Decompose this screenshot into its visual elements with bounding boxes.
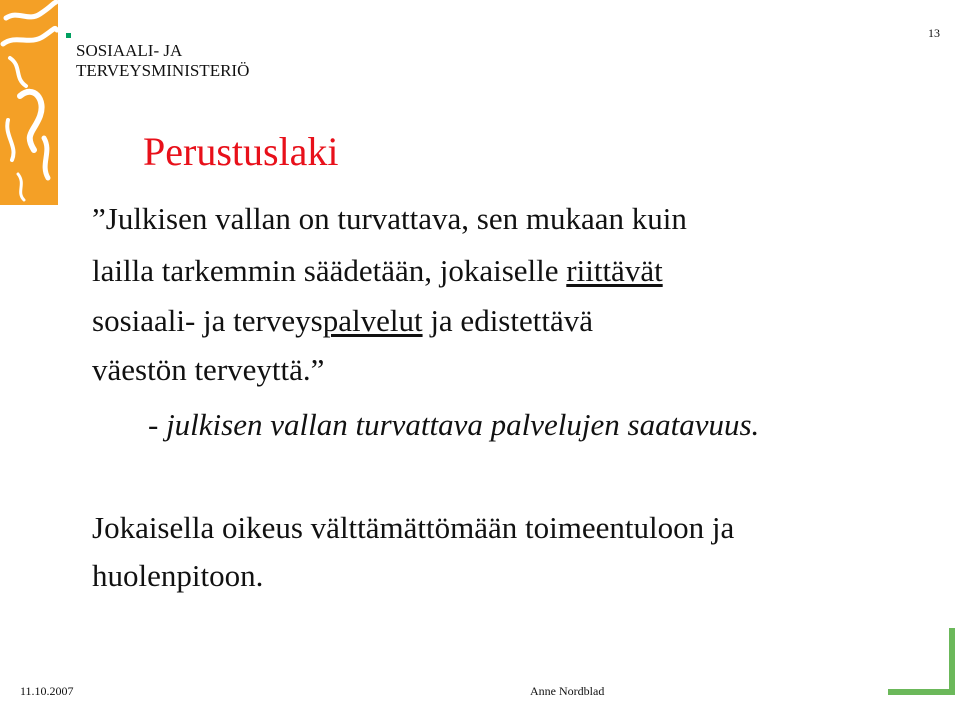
organization-name-line-2: TERVEYSMINISTERIÖ <box>76 61 250 80</box>
organization-marker <box>66 33 71 38</box>
quote-line-4: väestön terveyttä.” <box>92 352 325 387</box>
underlined-term-sufficient: riittävät <box>566 253 663 288</box>
paragraph-2-line-1: Jokaisella oikeus välttämättömään toimeentuloon ja <box>92 510 735 545</box>
page-number: 13 <box>928 26 940 40</box>
footer-author: Anne Nordblad <box>530 684 605 698</box>
quote-line-1: ”Julkisen vallan on turvattava, sen mukaan kuin <box>92 201 687 236</box>
quote-line-3-end: ja edistettävä <box>422 303 593 338</box>
quote-line-3 <box>92 303 593 339</box>
footer-date: 11.10.2007 <box>20 684 74 698</box>
slide-title: Perustuslaki <box>143 129 339 174</box>
organization-name-line-1: SOSIAALI- JA <box>76 41 183 60</box>
emphasis-line: - julkisen vallan turvattava palvelujen saatavuus. <box>148 407 760 442</box>
corner-bracket-decoration <box>888 626 958 698</box>
quote-line-3-start: sosiaali- ja terveys <box>92 303 323 338</box>
organization-name <box>76 41 249 81</box>
paragraph-2-line-2: huolenpitoon. <box>92 558 264 593</box>
ministry-logo <box>0 0 58 205</box>
quote-line-2 <box>92 253 663 289</box>
underlined-term-services: palvelut <box>322 303 423 338</box>
quote-line-2-text: lailla tarkemmin säädetään, jokaiselle <box>92 253 567 288</box>
